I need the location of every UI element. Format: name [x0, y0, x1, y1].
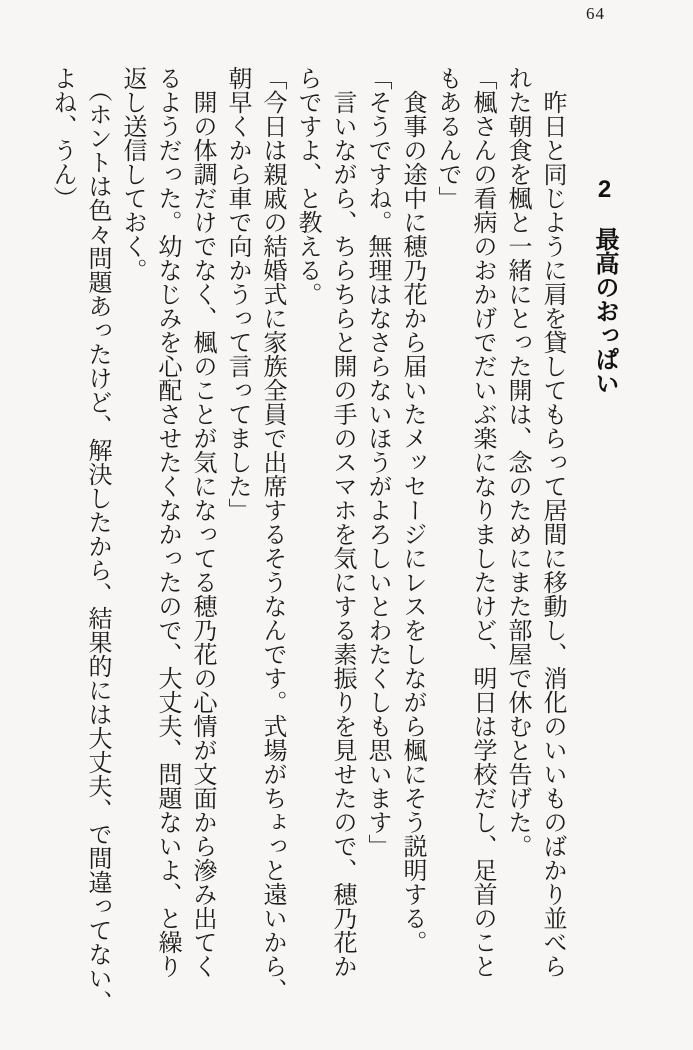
text-line: 返し送信しておく。 — [119, 66, 145, 282]
text-line: （ホントは色々問題あったけど、解決したから、結果的には大丈夫、で間違ってない、 — [84, 66, 110, 1014]
text-line: もあるんで」 — [434, 66, 460, 210]
text-line: 食事の途中に穂乃花から届いたメッセージにレスをしながら楓にそう説明する。 — [399, 66, 425, 954]
text-line: 言いながら、ちらちらと開の手のスマホを気にする素振りを見せたので、穂乃花か — [329, 66, 355, 978]
page-number: 64 — [586, 4, 605, 23]
text-line: るようだった。幼なじみを心配させたくなかったので、大丈夫、問題ないよ、と繰り — [154, 66, 180, 978]
text-area — [44, 66, 622, 1014]
text-line: 開の体調だけでなく、楓のことが気になってる穂乃花の心情が文面から滲み出てく — [189, 66, 215, 978]
text-line: 朝早くから車で向かうって言ってました」 — [224, 66, 250, 522]
text-line: 昨日と同じように肩を貸してもらって居間に移動し、消化のいいものばかり並べら — [539, 66, 565, 978]
text-line: 「今日は親戚の結婚式に家族全員で出席するそうなんです。式場がちょっと遠いから、 — [259, 66, 285, 1002]
chapter-heading: 2 最高のおっぱい — [591, 176, 618, 395]
text-line: れた朝食を楓と一緒にとった開は、念のためにまた部屋で休むと告げた。 — [504, 66, 530, 858]
text-line: 「そうですね。無理はなさらないほうがよろしいとわたくしも思います」 — [364, 66, 390, 858]
text-line: らですよ、と教える。 — [294, 66, 320, 306]
text-line: よね、うん） — [49, 66, 75, 210]
text-line: 「楓さんの看病のおかげでだいぶ楽になりましたけど、明日は学校だし、足首のこと — [469, 66, 495, 978]
